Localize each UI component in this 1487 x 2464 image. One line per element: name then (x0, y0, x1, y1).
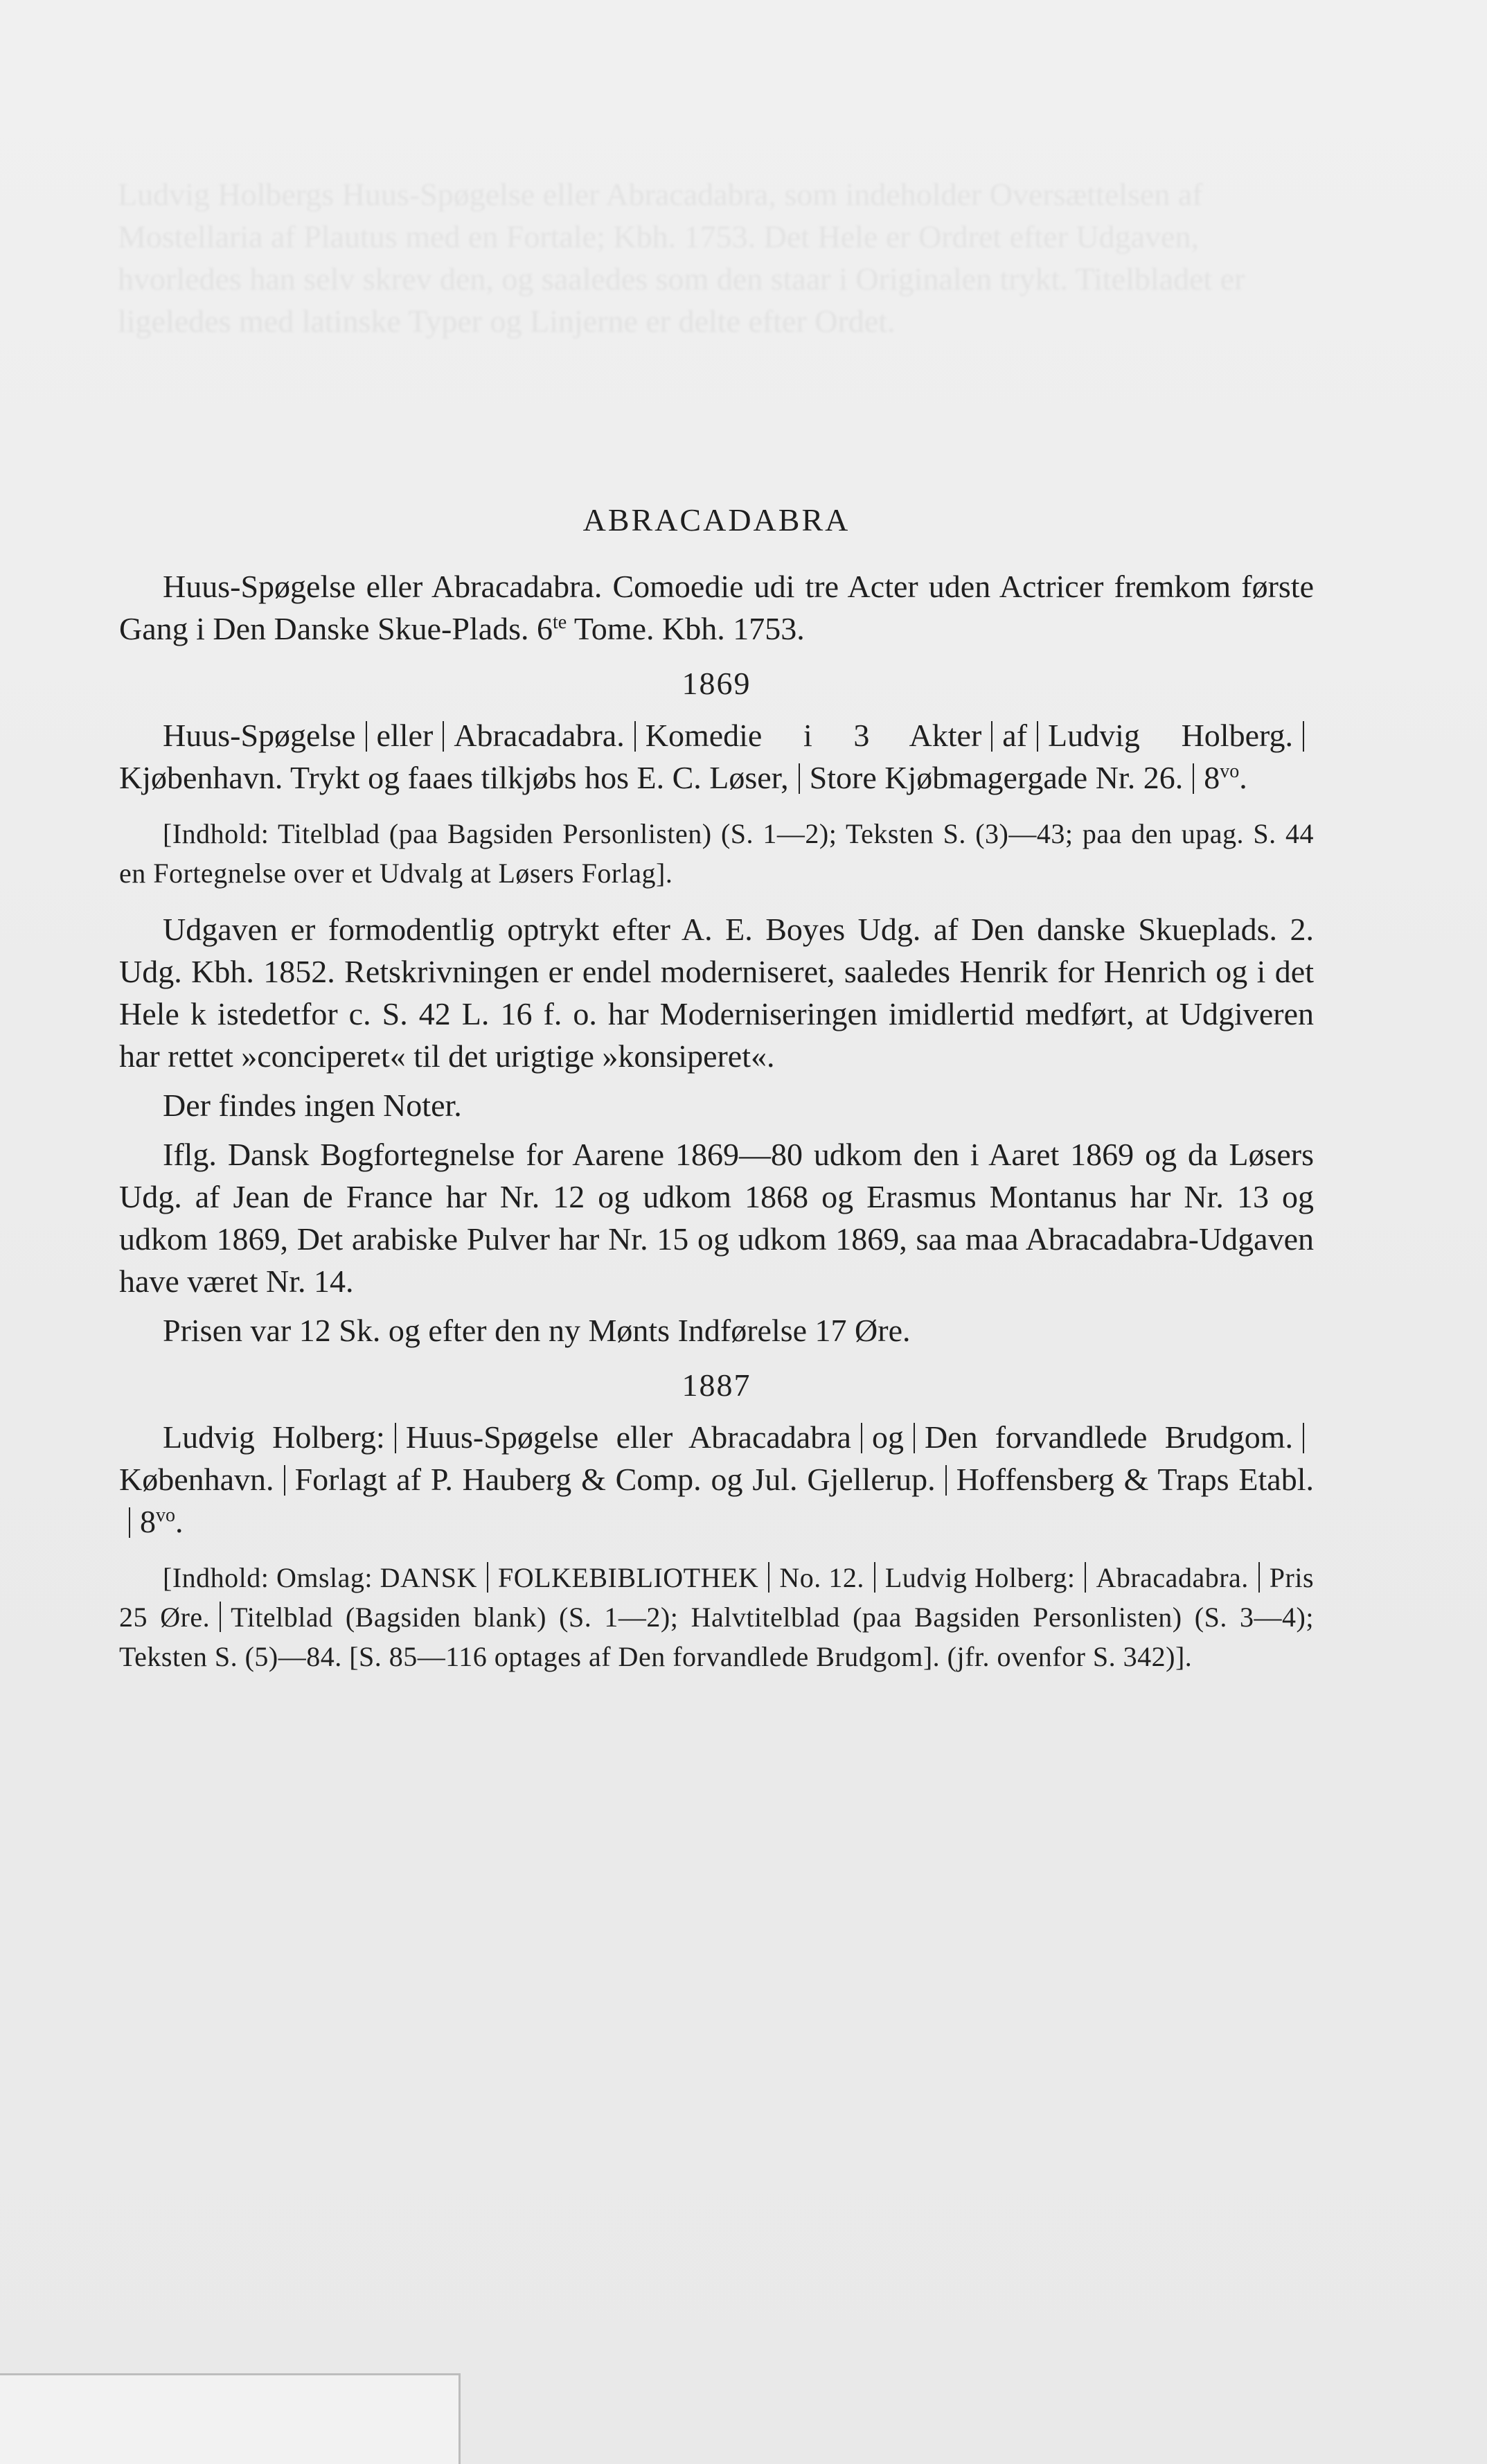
line-separator (1303, 1423, 1304, 1453)
document-body (119, 499, 1314, 1676)
scan-corner-mark (0, 2373, 461, 2464)
line-separator (945, 1465, 947, 1496)
line-separator (487, 1562, 488, 1593)
line-separator (284, 1465, 285, 1496)
entry-1887-title: Ludvig Holberg: Huus-Spøgelse eller Abracadabra og Den forvandlede Brudgom.København. Forlagt af P. Hauberg & Comp. og Jul. Gjellerup. Hoffensberg & Traps $Etabl.8^{vo}$. (119, 1419, 1314, 1539)
line-separator (634, 721, 636, 752)
line-separator (1258, 1562, 1260, 1593)
line-separator (1037, 721, 1038, 752)
line-separator (768, 1562, 769, 1593)
line-separator (220, 1602, 221, 1632)
line-separator (443, 721, 444, 752)
year-heading-1869: 1869 (682, 666, 751, 701)
page-title: ABRACADABRA (582, 502, 851, 538)
line-separator (874, 1562, 875, 1593)
entry-1887-contents: [Indhold: Omslag: DANSK FOLKEBIBLIOTHEK No. 12. Ludvig Holberg: Abracadabra. Pris 25 Øre. Titelblad (Bagsiden blank) (S. 1—2); Halvtitelblad (paa Bagsiden Personlisten) (S. 3—4); Teksten S. (5)—84. [S. 85—116 optages af Den forvandlede Brudgom]. (jfr. ovenfor S. 342)]. (119, 1562, 1315, 1672)
bleed-through-text: Ludvig Holbergs Huus-Spøgelse eller Abracadabra, som indeholder Oversættelsen af Mostellaria af Plautus med en Fortale; Kbh. 1753. Det Hele er Ordret efter Udgaven, hvorledes han selv skrev den, og saaledes som den staar i Originalen trykt. Titelbladet er ligeledes med latinske Typer og Linjerne er delte efter Ordet. (118, 177, 1245, 339)
line-separator (799, 763, 800, 794)
entry-1869-title: Huus-Spøgelse eller Abracadabra. Komedie i 3 Akter af Ludvig Holberg.Kjøbenhavn. Trykt og faaes tilkjøbs hos E. C. Løser, Store Kjøbmagergade Nr. 26. $8^{vo}$. (119, 714, 1314, 799)
line-separator (991, 721, 992, 752)
line-separator (129, 1507, 130, 1538)
line-separator (861, 1423, 862, 1453)
entry-1869-contents: [Indhold: Titelblad (paa Bagsiden Personlisten) (S. 1—2); Teksten S. (3)—43; paa den upag. S. 44 en Fortegnelse over et Udvalg at Løsers Forlag]. (119, 818, 1314, 889)
line-separator (1303, 721, 1304, 752)
line-separator (1193, 763, 1194, 794)
paragraph-prisen: Prisen var 12 Sk. og efter den ny Mønts Indførelse 17 Øre. (163, 1313, 911, 1348)
paragraph-noter: Der findes ingen Noter. (163, 1088, 462, 1123)
year-heading-1887: 1887 (682, 1367, 751, 1403)
paragraph-udgaven: Udgaven er formodentlig optrykt efter A. E. Boyes Udg. af Den danske Skueplads. 2. Udg. Kbh. 1852. Retskrivningen er endel moderniseret, saaledes Henrik for Henrich og i det Hele k istedetfor c. S. 42 L. 16 f. o. har Moderniseringen imidlertid medført, at Udgiveren har rettet »conciperet« til det urigtige »konsiperet«. (119, 912, 1314, 1074)
line-separator (914, 1423, 915, 1453)
paragraph-iflg: Iflg. Dansk Bogfortegnelse for Aarene 1869—80 udkom den i Aaret 1869 og da Løsers Udg. af Jean de France har Nr. 12 og udkom 1868 og Erasmus Montanus har Nr. 13 og udkom 1869, Det arabiske Pulver har Nr. 15 og udkom 1869, saa maa Abracadabra-Udgaven have været Nr. 14. (119, 1137, 1314, 1299)
line-separator (1085, 1562, 1086, 1593)
paragraph-original-edition: Huus-Spøgelse eller Abracadabra. Comoedie udi tre Acter uden Actricer fremkom første Gang i Den Danske Skue-Plads. $6^{te}$ Tome. Kbh. 1753. (119, 569, 1314, 646)
line-separator (366, 721, 367, 752)
line-separator (395, 1423, 396, 1453)
